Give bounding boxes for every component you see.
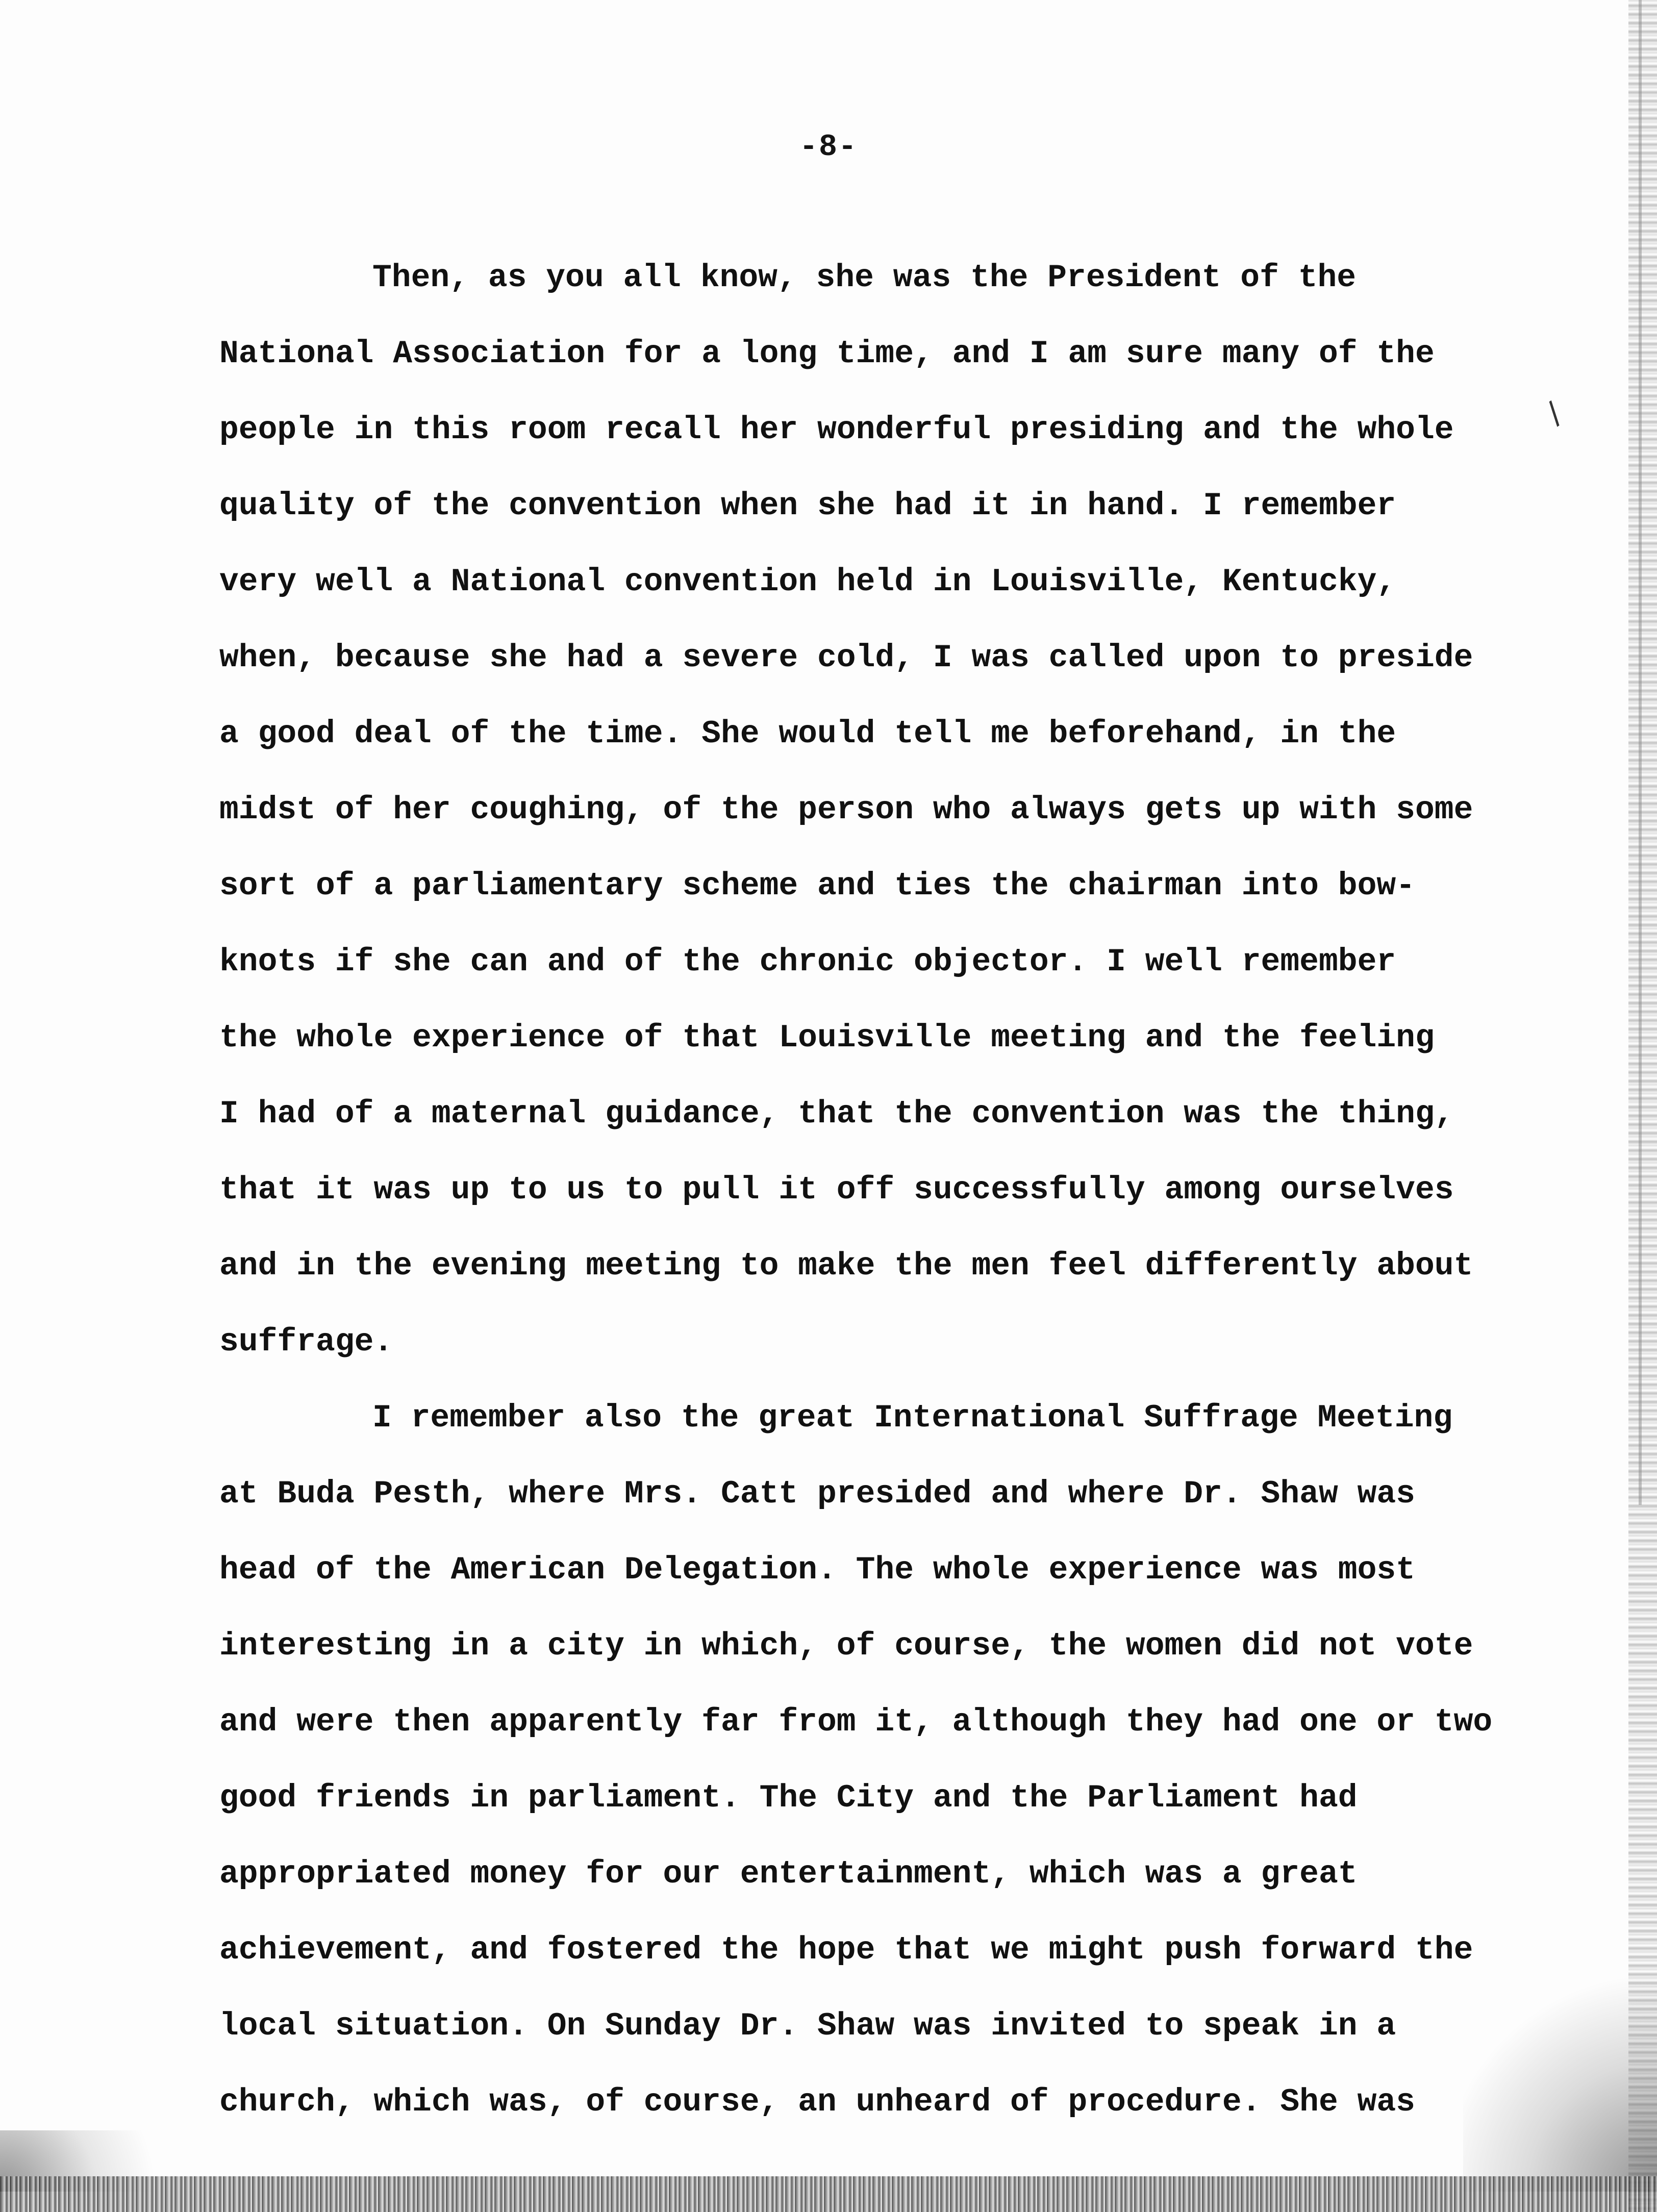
text-line: Then, as you all know, she was the President of the [372,260,1357,296]
text-line: suffrage. [219,1324,393,1360]
scan-edge-bottom [0,2176,1657,2212]
margin-pen-mark: / [1539,395,1569,431]
body-text [219,240,1495,2140]
text-line: the whole experience of that Louisville meeting and the feeling [219,1020,1435,1056]
text-line: appropriated money for our entertainment, which was a great [219,1856,1358,1892]
text-line: achievement, and fostered the hope that we might push forward the [219,1932,1473,1968]
text-line: local situation. On Sunday Dr. Shaw was invited to speak in a [219,2008,1396,2044]
text-line: a good deal of the time. She would tell me beforehand, in the [219,716,1396,752]
text-line: National Association for a long time, and I am sure many of the [219,336,1435,372]
page-number: -8- [799,130,858,165]
text-line: people in this room recall her wonderful presiding and the whole [219,412,1454,448]
paragraph-2 [219,1380,1495,2140]
text-line: and were then apparently far from it, although they had one or two [219,1704,1493,1740]
paragraph-1 [219,240,1495,1380]
text-line: sort of a parliamentary scheme and ties the chairman into bow- [219,868,1415,904]
text-line: quality of the convention when she had it in hand. I remember [219,488,1396,524]
text-line: I had of a maternal guidance, that the convention was the thing, [219,1096,1454,1132]
text-line: interesting in a city in which, of course, the women did not vote [219,1628,1473,1664]
text-line: and in the evening meeting to make the men feel differently about [219,1248,1473,1284]
scan-edge-line [1639,0,1642,1505]
text-line: that it was up to us to pull it off successfully among ourselves [219,1172,1454,1208]
text-line: knots if she can and of the chronic objector. I well remember [219,944,1396,980]
text-line: I remember also the great International Suffrage Meeting [372,1400,1453,1436]
text-line: at Buda Pesth, where Mrs. Catt presided and where Dr. Shaw was [219,1476,1415,1512]
text-line: church, which was, of course, an unheard of procedure. She was [219,2084,1415,2120]
text-line: head of the American Delegation. The whole experience was most [219,1552,1415,1588]
text-line: very well a National convention held in Louisville, Kentucky, [219,564,1396,600]
text-line: when, because she had a severe cold, I was called upon to preside [219,640,1473,676]
scan-edge-right [1628,0,1657,2212]
text-line: midst of her coughing, of the person who always gets up with some [219,792,1473,828]
text-line: good friends in parliament. The City and the Parliament had [219,1780,1358,1816]
